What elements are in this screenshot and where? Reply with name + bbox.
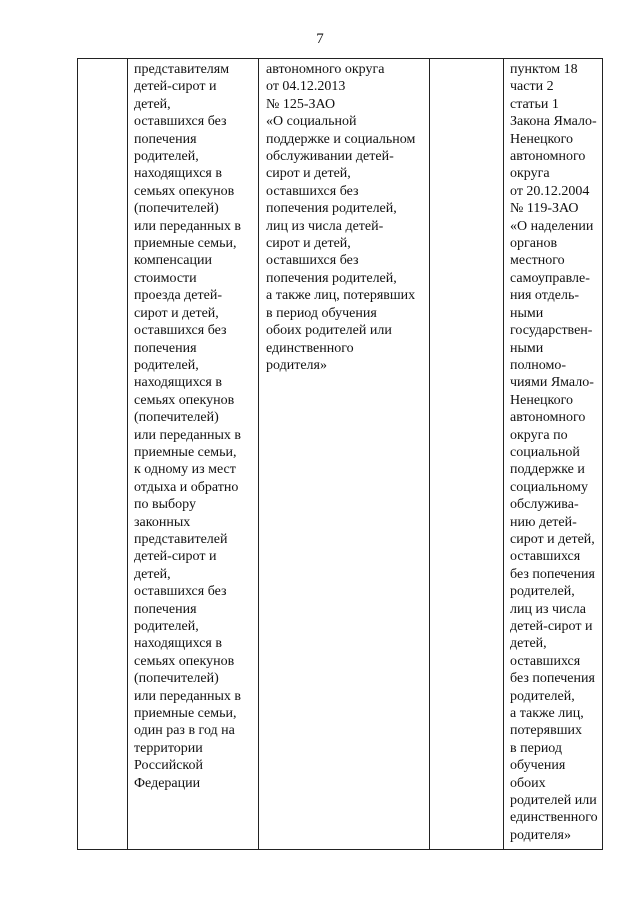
text-line: приемные семьи, bbox=[134, 444, 237, 460]
text-line: нию детей- bbox=[510, 514, 577, 530]
text-line: от 20.12.2004 bbox=[510, 183, 590, 199]
text-line: ния отдель- bbox=[510, 288, 580, 304]
text-line: а также лиц, потерявших bbox=[266, 288, 416, 304]
text-line: округа bbox=[510, 166, 550, 182]
text-line: Российской bbox=[134, 758, 203, 774]
text-line: без попечения bbox=[510, 566, 595, 582]
text-line: обслуживании детей- bbox=[266, 149, 394, 165]
text-line: ными bbox=[510, 340, 544, 356]
text-line: потерявших bbox=[510, 723, 582, 739]
text-line: статьи 1 bbox=[510, 96, 559, 112]
text-line: сирот и детей, bbox=[266, 236, 351, 252]
text-line: сирот и детей, bbox=[510, 531, 595, 547]
text-line: находящихся в bbox=[134, 636, 222, 652]
text-line: пунктом 18 bbox=[510, 62, 578, 77]
text-line: родителей, bbox=[134, 357, 199, 373]
text-line: детей, bbox=[134, 566, 171, 582]
text-line: сирот и детей, bbox=[266, 166, 351, 182]
text-line: территории bbox=[134, 740, 203, 756]
text-line: родителей, bbox=[134, 619, 199, 634]
document-table bbox=[77, 58, 603, 850]
text-line: по выбору bbox=[134, 497, 196, 513]
text-line: в период bbox=[510, 740, 563, 756]
text-line: отдыха и обратно bbox=[134, 479, 239, 495]
text-line: № 119-ЗАО bbox=[510, 201, 579, 217]
cell-legal-basis bbox=[266, 61, 415, 374]
text-line: родителей, bbox=[510, 688, 575, 704]
text-line: оставшихся bbox=[510, 653, 581, 669]
text-line: самоуправле- bbox=[510, 270, 590, 286]
text-line: сирот и детей, bbox=[134, 305, 219, 321]
text-line: попечения bbox=[134, 601, 197, 617]
cell-benefit-description bbox=[134, 61, 241, 792]
text-line: обучения bbox=[510, 758, 566, 774]
text-line: Ненецкого bbox=[510, 392, 574, 408]
column-divider-1 bbox=[127, 59, 128, 849]
text-line: попечения родителей, bbox=[266, 270, 397, 286]
text-line: стоимости bbox=[134, 270, 197, 286]
text-line: семьях опекунов bbox=[134, 392, 235, 408]
text-line: оставшихся без bbox=[266, 253, 359, 269]
text-line: органов bbox=[510, 236, 558, 252]
text-line: государствен- bbox=[510, 323, 593, 339]
text-line: законных bbox=[134, 514, 191, 530]
text-line: или переданных в bbox=[134, 427, 242, 443]
text-line: детей-сирот и bbox=[134, 79, 217, 95]
text-line: проезда детей- bbox=[134, 288, 222, 304]
text-line: лиц из числа детей- bbox=[266, 218, 384, 234]
text-line: единственного bbox=[266, 340, 354, 356]
text-line: местного bbox=[510, 253, 565, 269]
text-line: обоих bbox=[510, 775, 546, 791]
cell-authority-reference bbox=[510, 61, 598, 844]
text-line: семьях опекунов bbox=[134, 183, 235, 199]
text-line: родителей или bbox=[510, 793, 597, 809]
text-line: социальной bbox=[510, 444, 580, 460]
text-line: социальному bbox=[510, 479, 588, 495]
column-divider-3 bbox=[429, 59, 430, 849]
text-line: округа по bbox=[510, 427, 568, 443]
text-line: в период обучения bbox=[266, 305, 377, 321]
text-line: оставшихся без bbox=[134, 323, 227, 339]
text-line: к одному из мест bbox=[134, 462, 236, 478]
text-line: Ненецкого bbox=[510, 131, 574, 147]
text-line: оставшихся без bbox=[266, 183, 359, 199]
text-line: один раз в год на bbox=[134, 723, 235, 739]
text-line: автономного bbox=[510, 149, 586, 165]
text-line: или переданных в bbox=[134, 688, 242, 704]
column-divider-4 bbox=[503, 59, 504, 849]
text-line: от 04.12.2013 bbox=[266, 79, 346, 95]
text-line: представителям bbox=[134, 62, 230, 77]
text-line: родителя» bbox=[510, 827, 571, 843]
text-line: (попечителей) bbox=[134, 671, 219, 687]
page-number: 7 bbox=[316, 31, 324, 47]
text-line: (попечителей) bbox=[134, 201, 219, 217]
text-line: попечения bbox=[134, 131, 197, 147]
text-line: детей-сирот и bbox=[134, 549, 217, 565]
text-line: поддержке и социальном bbox=[266, 131, 416, 147]
text-line: находящихся в bbox=[134, 375, 222, 391]
text-line: без попечения bbox=[510, 671, 595, 687]
text-line: приемные семьи, bbox=[134, 706, 237, 722]
text-line: «О социальной bbox=[266, 114, 357, 130]
text-line: оставшихся без bbox=[134, 114, 227, 130]
text-line: лиц из числа bbox=[510, 601, 586, 617]
text-line: полномо- bbox=[510, 357, 567, 373]
text-line: обоих родителей или bbox=[266, 323, 392, 339]
text-line: попечения bbox=[134, 340, 197, 356]
column-divider-2 bbox=[258, 59, 259, 849]
text-line: поддержке и bbox=[510, 462, 585, 478]
text-line: единственного bbox=[510, 810, 598, 826]
text-line: «О наделении bbox=[510, 218, 594, 234]
text-line: детей, bbox=[134, 96, 171, 112]
text-line: семьях опекунов bbox=[134, 653, 235, 669]
text-line: обслужива- bbox=[510, 497, 579, 513]
text-line: приемные семьи, bbox=[134, 236, 237, 252]
text-line: автономного округа bbox=[266, 62, 385, 77]
text-line: оставшихся без bbox=[134, 584, 227, 600]
text-line: (попечителей) bbox=[134, 410, 219, 426]
text-line: Закона Ямало- bbox=[510, 114, 597, 130]
text-line: компенсации bbox=[134, 253, 212, 269]
text-line: № 125-ЗАО bbox=[266, 96, 336, 112]
text-line: родителей, bbox=[134, 149, 199, 165]
text-line: Федерации bbox=[134, 775, 201, 791]
text-line: представителей bbox=[134, 531, 228, 547]
text-line: попечения родителей, bbox=[266, 201, 397, 217]
text-line: находящихся в bbox=[134, 166, 222, 182]
text-line: автономного bbox=[510, 410, 586, 426]
text-line: родителей, bbox=[510, 584, 575, 600]
text-line: части 2 bbox=[510, 79, 554, 95]
text-line: или переданных в bbox=[134, 218, 242, 234]
text-line: оставшихся bbox=[510, 549, 581, 565]
text-line: родителя» bbox=[266, 357, 327, 373]
text-line: чиями Ямало- bbox=[510, 375, 594, 391]
text-line: ными bbox=[510, 305, 544, 321]
text-line: детей-сирот и bbox=[510, 619, 593, 634]
text-line: а также лиц, bbox=[510, 706, 584, 722]
text-line: детей, bbox=[510, 636, 547, 652]
